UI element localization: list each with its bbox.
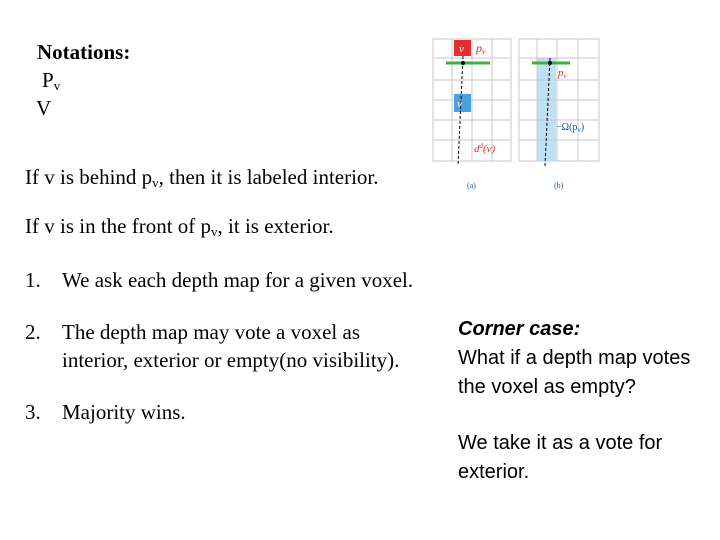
notation-pv-main: P — [42, 68, 54, 92]
rule-interior-tail: , then it is labeled interior. — [158, 165, 379, 189]
corner-case-title: Corner case: — [458, 318, 581, 340]
figure-caption-b: (b) — [554, 181, 564, 190]
step-item — [25, 266, 420, 294]
blue-column — [537, 58, 556, 161]
notation-pv — [42, 66, 60, 94]
figure-panel-b — [519, 39, 599, 190]
step-item — [25, 398, 420, 426]
figure-pv-label: pv — [476, 41, 486, 56]
rule-exterior-sub: v — [211, 224, 218, 239]
step-number: 1. — [25, 268, 41, 292]
rule-exterior-tail: , it is exterior. — [217, 214, 334, 238]
notation-pv-sub: v — [53, 78, 61, 93]
step-number: 2. — [25, 320, 41, 344]
rule-exterior-text: If v is in the front of p — [25, 214, 212, 238]
corner-case-answer: We take it as a vote for exterior. — [458, 432, 663, 483]
notation-v: V — [36, 96, 52, 120]
figure-panel-a — [433, 39, 511, 190]
rule-interior-text: If v is behind p — [25, 165, 153, 189]
figure-omega-label: $-\Omega(p_v)$ — [556, 122, 585, 134]
figure-v-label: v — [459, 43, 464, 55]
step-number: 3. — [25, 400, 41, 424]
figure-v2-label: v — [457, 98, 462, 110]
notations-title: Notations: — [37, 40, 131, 64]
rule-exterior — [25, 212, 334, 240]
step-item — [25, 318, 420, 374]
steps-list — [25, 266, 420, 450]
depth-map-figure — [430, 36, 605, 194]
corner-case-question: What if a depth map votes the voxel as empty? — [458, 347, 691, 398]
figure-depth-label: $d^d(v)$ — [474, 142, 496, 155]
rule-interior-sub: v — [152, 175, 159, 190]
rule-interior — [25, 163, 379, 191]
step-text: Majority wins. — [62, 400, 186, 424]
figure-right-pv-label: pv — [558, 67, 567, 80]
figure-caption-a: (a) — [467, 181, 476, 190]
corner-case-box — [458, 315, 716, 487]
step-text: The depth map may vote a voxel as interior, exterior or empty(no visibility). — [62, 320, 400, 372]
step-text: We ask each depth map for a given voxel. — [62, 268, 414, 292]
